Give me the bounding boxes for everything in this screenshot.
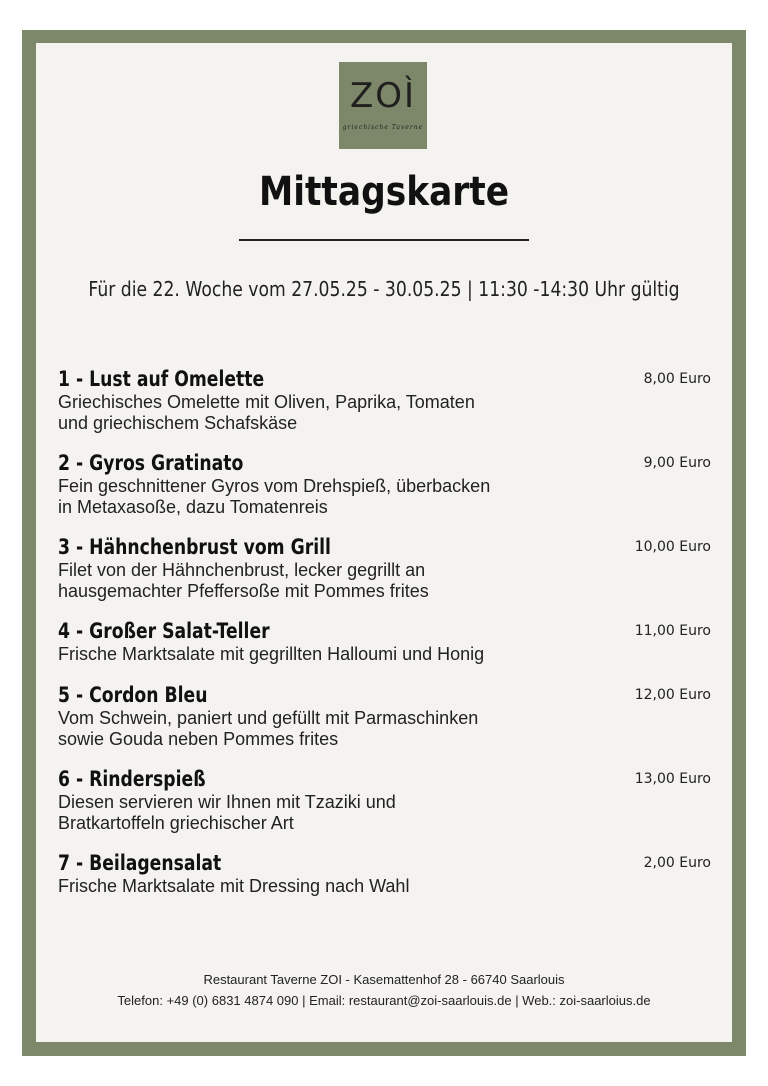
menu-item-description [58,708,598,750]
menu-item-description [58,876,598,897]
menu-item-price: 8,00 Euro [643,371,711,387]
description-line: Vom Schwein, paniert und gefüllt mit Parmaschinken [58,708,479,728]
menu-item [58,850,711,897]
menu-item [58,682,711,750]
menu-item-description [58,644,598,665]
title-underline [239,239,529,241]
menu-item [58,534,711,602]
menu-item-price: 2,00 Euro [643,855,711,871]
menu-item [58,450,711,518]
page-title: Mittagskarte [258,169,510,215]
menu-item [58,366,711,434]
menu-item-name: 1 - Lust auf Omelette [58,367,265,391]
validity-subtitle: Für die 22. Woche vom 27.05.25 - 30.05.25 | 11:30 -14:30 Uhr gültig [88,277,680,301]
description-line: Bratkartoffeln griechischer Art [58,813,294,833]
description-line: hausgemachter Pfeffersoße mit Pommes frites [58,581,429,601]
menu-item [58,766,711,834]
logo-tagline: griechische Taverne [342,124,424,131]
menu-item-name: 3 - Hähnchenbrust vom Grill [58,535,331,559]
description-line: Frische Marktsalate mit gegrillten Halloumi und Honig [58,644,485,664]
menu-item-description [58,392,598,434]
menu-item-name: 5 - Cordon Bleu [58,683,208,707]
restaurant-logo [339,62,427,149]
menu-item-price: 12,00 Euro [634,687,711,703]
menu-item-name: 4 - Großer Salat-Teller [58,619,270,643]
menu-item-price: 10,00 Euro [634,539,711,555]
menu-item-price: 13,00 Euro [634,771,711,787]
description-line: und griechischem Schafskäse [58,413,298,433]
description-line: in Metaxasoße, dazu Tomatenreis [58,497,328,517]
logo-brand: ZOÌ [349,76,417,116]
menu-item-price: 9,00 Euro [643,455,711,471]
menu-item-description [58,476,598,518]
menu-item [58,618,711,665]
page-frame [22,30,746,1056]
footer-contact: Telefon: +49 (0) 6831 4874 090 | Email: restaurant@zoi-saarlouis.de | Web.: zoi-saarloius.de [117,993,651,1008]
footer-address: Restaurant Taverne ZOI - Kasemattenhof 28 - 66740 Saarlouis [203,972,565,987]
description-line: Frische Marktsalate mit Dressing nach Wahl [58,876,410,896]
menu-item-name: 2 - Gyros Gratinato [58,451,244,475]
description-line: Filet von der Hähnchenbrust, lecker gegrillt an [58,560,426,580]
description-line: Diesen servieren wir Ihnen mit Tzaziki und [58,792,396,812]
description-line: Griechisches Omelette mit Oliven, Paprika, Tomaten [58,392,475,412]
menu-paper [36,43,732,1042]
menu-item-name: 6 - Rinderspieß [58,767,206,791]
menu-item-description [58,560,598,602]
description-line: sowie Gouda neben Pommes frites [58,729,339,749]
menu-item-price: 11,00 Euro [634,623,711,639]
menu-item-name: 7 - Beilagensalat [58,851,222,875]
menu-item-description [58,792,598,834]
description-line: Fein geschnittener Gyros vom Drehspieß, überbacken [58,476,491,496]
